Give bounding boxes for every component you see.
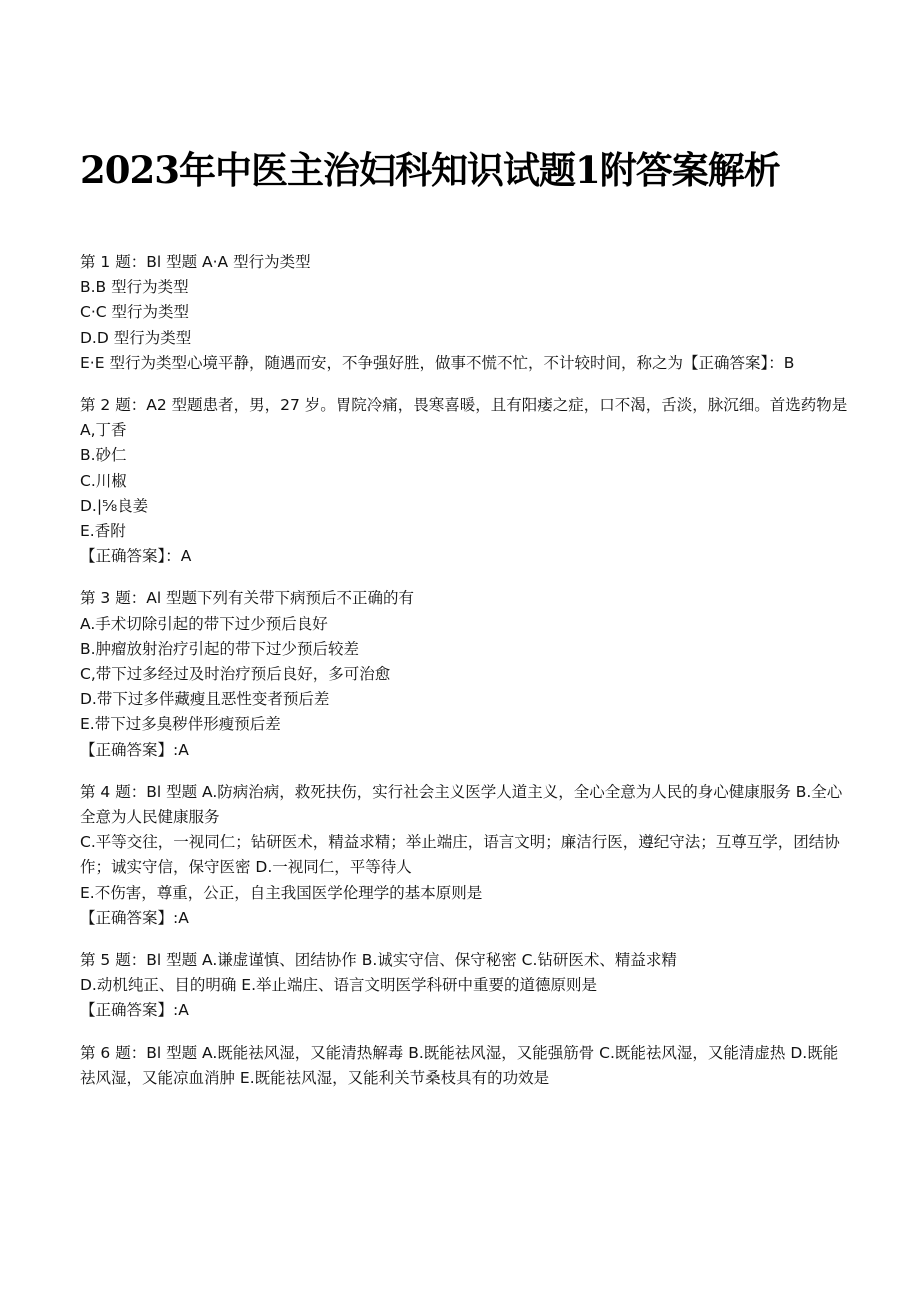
answer-line: 【正确答案】:A <box>80 1001 189 1020</box>
question-stem: 第 4 题：Bl 型题 A.防病治病，救死扶伤，实行社会主义医学人道主义，全心全意为人民的身心健康服务 B.全心全意为人民健康服务 <box>80 782 843 827</box>
option-line: E.不伤害，尊重，公正，自主我国医学伦理学的基本原则是 <box>80 883 483 902</box>
option-line: C.川椒 <box>80 471 127 490</box>
question-1 <box>80 250 850 376</box>
option-line: B.B 型行为类型 <box>80 278 189 297</box>
question-stem: 第 6 题：Bl 型题 A.既能祛风湿，又能清热解毒 B.既能祛风湿，又能强筋骨 C.既能祛风湿，又能清虚热 D.既能祛风湿，又能凉血消肿 E.既能祛风湿，又能利关节桑枝具有的功效是 <box>80 1043 839 1087</box>
question-stem: 第 2 题：A2 型题患者，男，27 岁。胃院冷痛，畏寒喜暖，且有阳痿之症，口不渴，舌淡，脉沉细。首选药物是 <box>80 396 848 415</box>
answer-line: 【正确答案】:A <box>80 740 189 759</box>
option-line: D.|⅝良姜 <box>80 496 149 515</box>
option-line: E.带下过多臭秽伴形瘦预后差 <box>80 715 281 734</box>
question-3 <box>80 586 850 762</box>
option-line: E·E 型行为类型心境平静，随遇而安，不争强好胜，做事不慌不忙，不计较时间，称之为【正确答案】：B <box>80 353 795 372</box>
answer-line: 【正确答案】：A <box>80 547 192 566</box>
option-line: C,带下过多经过及时治疗预后良好，多可治愈 <box>80 665 391 684</box>
question-stem: 第 1 题：Bl 型题 A·A 型行为类型 <box>80 253 311 271</box>
question-list <box>80 250 850 1108</box>
answer-line: 【正确答案】:A <box>80 908 189 927</box>
question-5 <box>80 948 850 1024</box>
option-line: D.D 型行为类型 <box>80 328 192 347</box>
option-line: D.动机纯正、目的明确 E.举止端庄、语言文明医学科研中重要的道德原则是 <box>80 976 598 995</box>
option-line: D.带下过多伴藏瘦且恶性变者预后差 <box>80 690 330 709</box>
question-6 <box>80 1041 850 1091</box>
page-title: 2023年中医主治妇科知识试题1附答案解析 <box>80 148 780 192</box>
option-line: A,丁香 <box>80 421 127 440</box>
option-line: A.手术切除引起的带下过少预后良好 <box>80 614 328 633</box>
question-stem: 第 5 题：Bl 型题 A.谦虚谨慎、团结协作 B.诚实守信、保守秘密 C.钻研医术、精益求精 <box>80 951 677 970</box>
option-line: B.肿瘤放射治疗引起的带下过少预后较差 <box>80 639 360 658</box>
option-line: B.砂仁 <box>80 446 127 465</box>
option-line: C.平等交往，一视同仁；钻研医术，精益求精；举止端庄，语言文明；廉洁行医，遵纪守法；互尊互学，团结协作；诚实守信，保守医密 D.一视同仁，平等待人 <box>80 833 840 877</box>
question-4 <box>80 780 850 931</box>
question-2 <box>80 393 850 569</box>
question-stem: 第 3 题：Al 型题下列有关带下病预后不正确的有 <box>80 589 415 608</box>
option-line: E.香附 <box>80 522 126 541</box>
option-line: C·C 型行为类型 <box>80 303 189 322</box>
